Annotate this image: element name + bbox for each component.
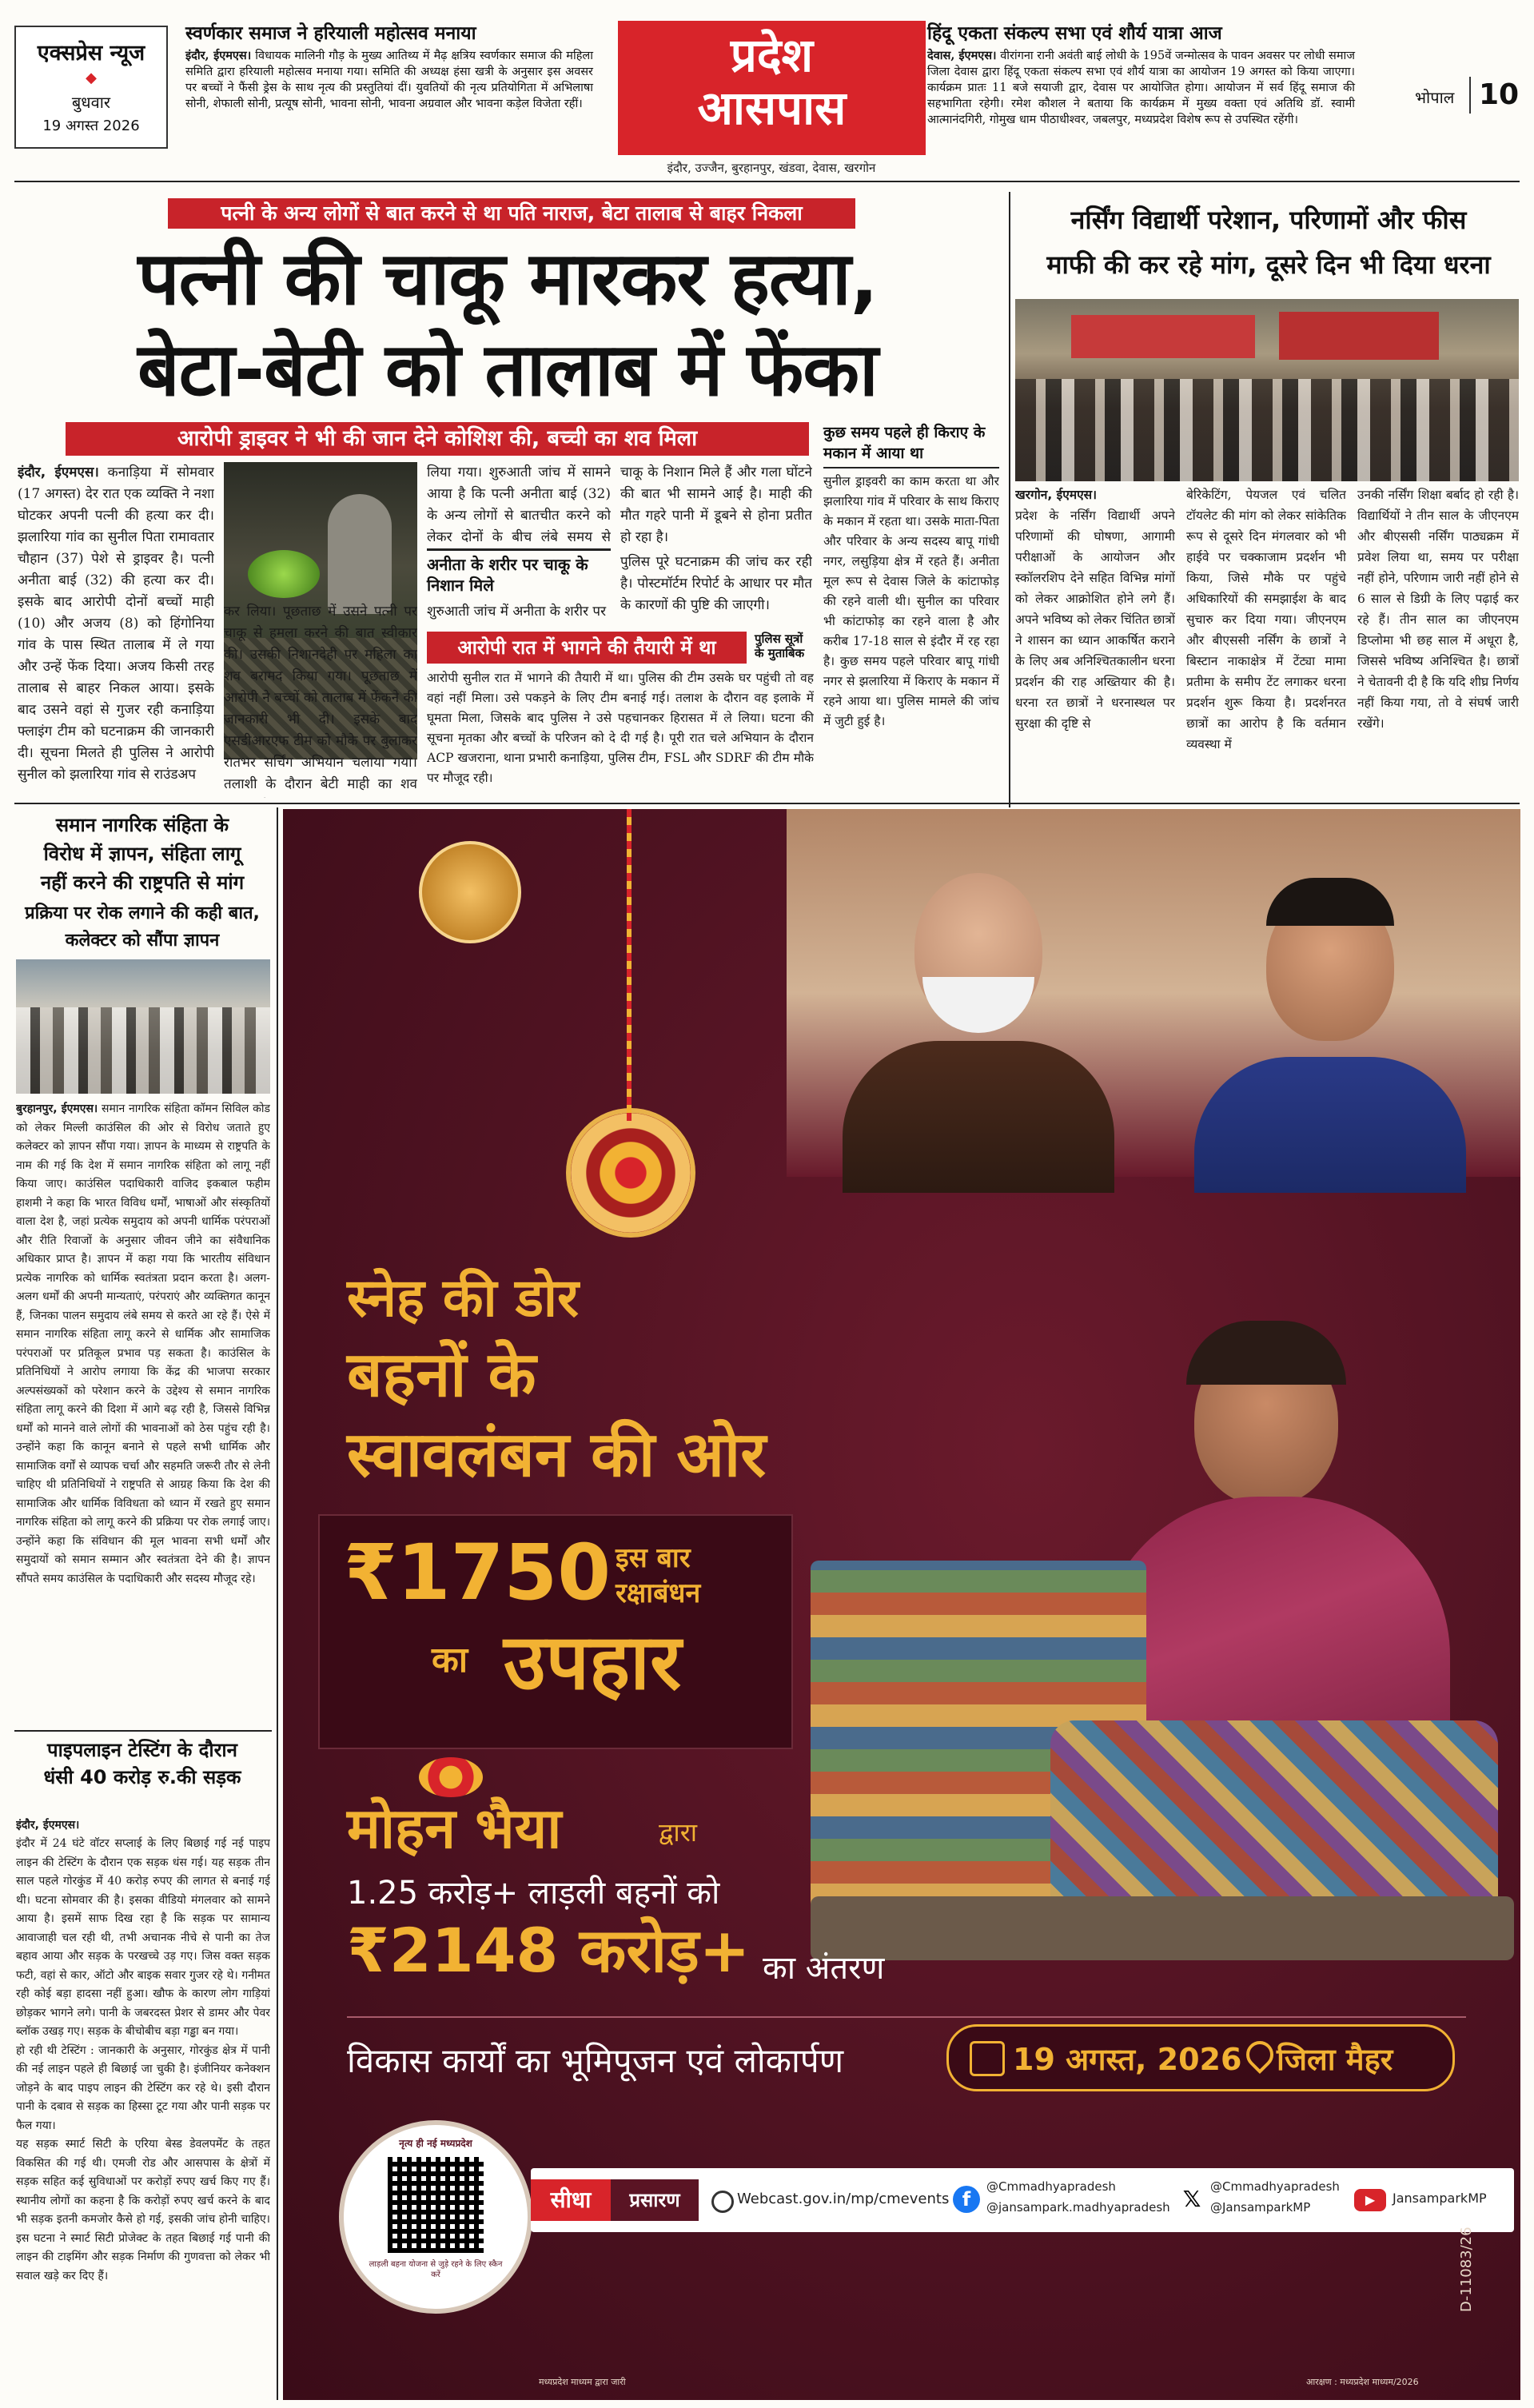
social-strip [531, 2168, 1514, 2232]
lead-kicker: पत्नी के अन्य लोगों से बात करने से था पति नाराज, बेटा तालाब से बाहर निकला [168, 198, 855, 229]
transfer-word: का अंतरण [763, 1950, 885, 1987]
advert [283, 809, 1520, 2400]
ucc-body [16, 1100, 270, 1724]
pipeline-headline-line2: धंसी 40 करोड़ रु.की सड़क [43, 1766, 241, 1788]
prasaran-badge: प्रसारण [611, 2179, 699, 2221]
lead-bar-title: आरोपी रात में भागने की तैयारी में था [427, 632, 747, 664]
lead-box-title: अनीता के शरीर पर चाकू के निशान मिले [427, 548, 611, 596]
rakhi-icon [571, 1113, 691, 1233]
qr-badge [339, 2120, 532, 2314]
ucc-bottom-rule [14, 1730, 272, 1732]
nursing-col1-text: प्रदेश के नर्सिंग विद्यार्थी अपने परिणामों की घोषणा, आगामी परीक्षाओं के आयोजन और स्कॉलरशिप देने सहित विभिन्न मांगों को लेकर आक्रोशित होने लगे हैं। अपने भविष्य को लेकर चिंतित छात्रों ने शासन का ध्यान आकर्षित कराने के लिए अब अनिश्चितकालीन धरना प्रदर्शन की राह अख्तियार की है। धरना रत छात्रों ने धरनास्थल पर सुरक्षा की दृष्टि से [1015, 508, 1175, 731]
brief-right-dateline: देवास, ईएमएस। [927, 49, 997, 62]
pipeline-body [16, 1797, 270, 2397]
qr-code-icon [388, 2157, 484, 2253]
ucc-headline-line1: समान नागरिक संहिता के [55, 814, 229, 836]
brief-right-headline: हिंदू एकता संकल्प सभा एवं शौर्य यात्रा आज [927, 23, 1222, 44]
nursing-dateline: खरगोन, ईएमएस। [1015, 488, 1098, 502]
lead-col2b: लिया गया। शुरुआती जांच में सामने आया है कि पत्नी अनीता बाई (32) के अन्य लोगों से बातचीत करने को लेकर दोनों के बीच लंबे समय से [427, 464, 611, 545]
masthead [0, 0, 1534, 184]
webcast-url: Webcast.gov.in/mp/cmevents [737, 2191, 950, 2207]
advert-footer-right: आरक्षण : मध्यप्रदेश माध्यम/2026 [1306, 2377, 1419, 2387]
ucc-photo [16, 959, 270, 1094]
location-pin-icon [1241, 2035, 1279, 2074]
brief-left [185, 19, 593, 112]
lead-col4-text: सुनील ड्राइवरी का काम करता था और झलारिया गांव में परिवार के साथ किराए के मकान में रहता था। उसके माता-पिता और परिवार के अन्य सदस्य बापू गांधी नगर, लसुड़िया क्षेत्र में रहते हैं। अनीता मूल रूप से देवास जिले के कांटाफोड़ की रहने वाली थी। सुनील का परिवार भी कांटाफोड़ का रहने वाला है और करीब 17-18 साल से इंदौर में रह रहा है। कुछ समय पहले परिवार बापू गांधी नगर से झलारिया में किराए के मकान में रहने आया था। पुलिस मामले की जांच में जुटी हुई है। [823, 474, 999, 728]
rakhi-thread [627, 809, 632, 1121]
nursing-col1 [1015, 484, 1175, 798]
masthead-rule [14, 181, 1520, 182]
gift-amount: ₹1750 [344, 1528, 611, 1617]
advert-code: D-11083/26 [1458, 2227, 1475, 2312]
event-date: 19 अगस्त, 2026 [1013, 2042, 1242, 2077]
gift-box [318, 1514, 793, 1749]
lead-headline-line2: बेटा-बेटी को तालाब में फेंका [137, 327, 878, 413]
ucc-dateline: बुरहानपुर, ईएमएस। [16, 1102, 98, 1115]
woman-illustration [811, 1321, 1514, 1960]
transfer-amount: ₹2148 करोड़+ [347, 1915, 751, 1986]
lead-right-rule [1009, 192, 1010, 807]
leader-portrait-2 [1178, 873, 1482, 1193]
pipeline-headline [14, 1736, 270, 1791]
pipeline-dateline: इंदौर, ईएमएस। [16, 1818, 80, 1832]
advert-footer-left: मध्यप्रदेश माध्यम द्वारा जारी [539, 2377, 626, 2387]
pipeline-headline-line1: पाइपलाइन टेस्टिंग के दौरान [47, 1739, 237, 1761]
lead-dateline: इंदौर, ईएमएस। [18, 464, 99, 480]
x-handle-1: @Cmmadhyapradesh [1210, 2179, 1340, 2194]
ucc-body-text: समान नागरिक संहिता कॉमन सिविल कोड को लेकर मिल्ली काउंसिल की ओर से विरोध जताते हुए कलेक्टर को ज्ञापन सौंपा गया। ज्ञापन के माध्यम से राष्ट्रपति के नाम की गई कि देश में समान नागरिक संहिता को लागू नहीं किया जाए। काउंसिल पदाधिकारी वाजिद इकबाल फहीम हाशमी ने कहा कि भारत विविध धर्मों, भाषाओं और संस्कृतियों वाला देश है, जहां प्रत्येक समुदाय को अपनी धार्मिक परंपराओं और रीति रिवाजों के अनुसार जीवन जीने का संवैधानिक अधिकार प्राप्त है। ज्ञापन में कहा गया कि भारतीय संविधान प्रत्येक नागरिक को धार्मिक स्वतंत्रता प्रदान करता है। अलग-अलग धर्मों की अपनी मान्यताएं, परंपराएं और व्यक्तिगत कानून हैं, जिनका पालन समुदाय लंबे समय से करते आ रहे हैं। ऐसे में समान नागरिक संहिता लागू करने से धार्मिक और सामाजिक परंपराओं पर प्रतिकूल प्रभाव पड़ सकता है। काउंसिल के प्रतिनिधियों ने आरोप लगाया कि केंद्र की भाजपा सरकार अल्पसंख्यकों को परेशान करने के उद्देश्य से समान नागरिक संहिता लागू करने की दिशा में आगे बढ़ रही है, जिससे विभिन्न धर्मों को मानने वाले लोगों की भावनाओं को ठेस पहुंच रही है। उन्होंने कहा कि कानून बनाने से पहले सभी धार्मिक और सामाजिक वर्गों से व्यापक चर्चा और सहमति जरूरी तौर से लेनी चाहिए थी प्रतिनिधियों ने राष्ट्रपति से आग्रह किया कि देश की सामाजिक और धार्मिक विविधता को ध्यान में रखते हुए समान नागरिक संहिता को लागू करने की प्रक्रिया पर रोक लगाई जाए। उन्होंने कहा कि संविधान की मूल भावना सभी धर्मों और समुदायों को समान सम्मान और स्वतंत्रता देने की है। ज्ञापन सौंपते समय काउंसिल के पदाधिकारी और सदस्य मौजूद रहे। [16, 1102, 270, 1585]
lead-col3b: पुलिस पूरे घटनाक्रम की जांच कर रही है। पोस्टमॉर्टम रिपोर्ट के आधार पर मौत के कारणों की पुष्टि की जाएगी। [620, 554, 812, 613]
section-title-box [618, 21, 926, 155]
small-rakhi-icon [419, 1757, 483, 1797]
left-column-rule [277, 807, 278, 2400]
advert-line1: स्नेह की डोर [347, 1267, 580, 1329]
sidha-badge: सीधा [531, 2179, 611, 2221]
mp-emblem-icon [419, 841, 521, 943]
ucc-headline-line3: नहीं करने की राष्ट्रपति से मांग [40, 871, 245, 894]
advert-divider [347, 2016, 1466, 2018]
ucc-subhead-line1: प्रक्रिया पर रोक लगाने की कही बात, [25, 903, 260, 923]
facebook-handle-1: @Cmmadhyapradesh [986, 2179, 1116, 2194]
youtube-handle: JansamparkMP [1393, 2191, 1487, 2206]
ucc-subhead-line2: कलेक्टर को सौंपा ज्ञापन [65, 931, 220, 951]
section-title-line2: आसपास [697, 81, 847, 135]
lead-col1-text: कनाड़िया में सोमवार (17 अगस्त) देर रात एक व्यक्ति ने नशा घोटकर अपनी पत्नी की हत्या कर दी। झलारिया गांव का सुनील पिता रामावतार चौहान (37) पेशे से ड्राइवर है। पत्नी अनीता बाई (32) की हत्या कर दी। इसके बाद आरोपी दोनों बच्चों माही (10) और अजय (8) को हिंगोनिया गांव के पास स्थित तालाब में ले गया और उन्हें फेंक दिया। अजय किसी तरह तालाब से बाहर निकल आया। इसके बाद उसने वहां से गुजर रही कनाड़िया फ्लाइंग टीम को घटनाक्रम की जानकारी दी। सूचना मिलते ही पुलिस ने आरोपी सुनील को झलारिया गांव से राउंडअप [18, 464, 214, 783]
gift-ka: का [432, 1640, 468, 1680]
youtube-icon: ▶ [1354, 2189, 1386, 2211]
lead-col4-title: कुछ समय पहले ही किराए के मकान में आया था [823, 424, 986, 462]
mohan-text: मोहन भैया [347, 1796, 562, 1861]
lead-bar-side: पुलिस सूत्रों के मुताबिक [755, 632, 805, 660]
issue-date: 19 अगस्त 2026 [42, 118, 140, 134]
diamond-icon: ◆ [86, 70, 97, 86]
page-number: 10 [1479, 78, 1520, 111]
issue-day: बुधवार [71, 93, 111, 112]
nursing-col2: बेरिकेटिंग, पेयजल एवं चलित टॉयलेट की मांग को लेकर सांकेतिक रूप से दूसरे दिन मंगलवार को भी हाईवे पर चक्काजाम प्रदर्शन भी किया, जिसे मौके पर पहुंचे अधिकारियों की समझाईश के बाद सुचारु कर दिया गया। जीएनएम और बीएससी नर्सिंग के छात्रों ने बिस्टान नाकाक्षेत्र में टेंट्या मामा प्रतीमा के समीप टेंट लगाकर धरना प्रदर्शन शुरू किया है। प्रदर्शनरत छात्रों का आरोप है कि वर्तमान व्यवस्था में [1186, 488, 1346, 752]
facebook-icon: f [953, 2186, 980, 2213]
lead-headline-line1: पत्नी की चाकू मारकर हत्या, [137, 236, 878, 321]
ucc-headline-line2: विरोध में ज्ञापन, संहिता लागू [43, 843, 241, 865]
lead-col3a: चाकू के निशान मिले हैं और गला घोंटने की बात भी सामने आई है। माही की मौत गहरे पानी में डूबने से होना प्रतीत हो रहा है। [620, 464, 812, 545]
paper-name: एक्सप्रेस न्यूज [37, 41, 145, 66]
edition-name: भोपाल [1415, 88, 1455, 107]
gift-word: उपहार [504, 1617, 682, 1707]
ladli-text: 1.25 करोड़+ लाड़ली बहनों को [347, 1875, 720, 1912]
section-cities: इंदौर, उज्जैन, बुरहानपुर, खंडवा, देवास, खरगोन [667, 161, 876, 175]
brief-left-body: विधायक मालिनी गौड़ के मुख्य आतिथ्य में मैढ़ क्षत्रिय स्वर्णकार समाज की महिला समिति द्वारा हरियाली महोत्सव मनाया गया। समिति की अध्यक्ष हंसा खत्री के अनुसार इस अवसर पर बच्चों ने फैंसी ड्रेस के साथ नृत्य की प्रस्तुतियां दीं। युवतियों की नृत्य प्रतियोगिता में अभिलाषा सोनी, शेफाली सोनी, प्रत्यूष सोनी, भावना सोनी, भावना अग्रवाल और भावना कड़ेल विजेता रहीं। [185, 50, 594, 110]
vikas-text: विकास कार्यों का भूमिपूजन एवं लोकार्पण [347, 2041, 844, 2080]
lead-col1 [18, 462, 214, 798]
lead-bottom-rule [14, 803, 1520, 804]
qr-caption-bottom: लाड़ली बहना योजना से जुड़े रहने के लिए स्कैन करें [369, 2260, 503, 2279]
gift-note-line1: इस बार [616, 1542, 691, 1574]
leader-portrait-1 [827, 857, 1130, 1193]
page-divider [1469, 77, 1471, 114]
brief-left-headline: स्वर्णकार समाज ने हरियाली महोत्सव मनाया [185, 23, 476, 44]
lead-col2a: कर लिया। पूछताछ में उसने पत्नी पर चाकू से हमला करने की बात स्वीकार की। उसकी निशानदेही पर महिला का शव बरामद किया गया। पूछताछ में आरोपी ने बच्चों को तालाब में फेंकने की जानकारी भी दी। इसके बाद एसडीआरएफ टीम को मौके पर बुलाकर रातभर सर्चिंग अभियान चलाया गया। तलाशी के दौरान बेटी माही का शव [224, 604, 417, 792]
protest-photo [1015, 299, 1519, 481]
gift-note-line2: रक्षाबंधन [616, 1577, 701, 1609]
lead-col2c: शुरुआती जांच में अनीता के शरीर पर [427, 604, 607, 620]
event-place: जिला मैहर [1277, 2042, 1393, 2077]
facebook-handle-2: @jansampark.madhyapradesh [986, 2200, 1170, 2215]
calendar-icon [970, 2041, 1005, 2076]
col4-rule [823, 467, 999, 468]
brief-right-body: वीरांगना रानी अवंती बाई लोधी के 195वें जन्मोत्सव के पावन अवसर पर लोधी समाज जिला देवास द्वारा हिंदू एकता संकल्प सभा एवं शौर्य यात्रा का आयोजन 19 अगस्त को किया जाएगा। कार्यक्रम प्रातः 11 बजे सयाजी द्वार, देवास पर आयोजित होगा। आयोजन में सर्व हिंदू समाज की सहभागिता रहेगी। रमेश कौशल ने बताया कि कार्यक्रम में मुख्य वक्ता एवं अतिथि डॉ. स्वामी आत्मानंदगिरी, गोमुख धाम पीठाधीश्वर, जबलपुर, मध्यप्रदेश विशेष रूप से उपस्थित रहेंगी। [927, 50, 1356, 126]
lead-subhead: आरोपी ड्राइवर ने भी की जान देने कोशिश की, बच्ची का शव मिला [66, 422, 809, 456]
dwara-text: द्वारा [659, 1817, 698, 1848]
brief-right [927, 19, 1355, 128]
brief-left-dateline: इंदौर, ईएमएस। [185, 49, 252, 62]
advert-line2: बहनों के [347, 1339, 536, 1411]
section-title-line1: प्रदेश [730, 28, 814, 82]
paper-name-box [14, 26, 168, 149]
nursing-col3: उनकी नर्सिंग शिक्षा बर्बाद हो रही है। विद्यार्थियों ने तीन साल के जीएनएम और बीएससी नर्सिंग पाठ्यक्रम में प्रवेश लिया था, समय पर परीक्षा नहीं होने, परिणाम जारी नहीं होने से 6 साल से डिग्री के लिए पढ़ाई कर रहे हैं। तीन साल का जीएनएम डिप्लोमा भी छह साल में अधूरा है, जिससे भविष्य अनिश्चित है। छात्रों ने चेतावनी दी है कि यदि शीघ्र निर्णय नहीं किया गया, तो वे संघर्ष जारी रखेंगे। [1357, 488, 1519, 731]
x-icon: 𝕏 [1182, 2186, 1201, 2212]
nursing-headline-line2: माफी की कर रहे मांग, दूसरे दिन भी दिया धरना [1046, 249, 1491, 280]
pipeline-body-text: इंदौर में 24 घंटे वॉटर सप्लाई के लिए बिछाई गई नई पाइप लाइन की टेस्टिंग के दौरान एक सड़क धंस गई। यह सड़क तीन साल पहले गोरकुंड में 40 करोड़ रुपए की लागत से बनाई गई थी। घटना सोमवार की है। इसका वीडियो मंगलवार को सामने आया है। इसमें साफ दिख रहा है कि सड़क पर सामान्य आवाजाही चल रही थी, तभी अचानक नीचे से पानी का तेज बहाव आया और सड़क के परखच्चे उड़ गए। जिस वक्त सड़क फटी, वहां से कार, ऑटो और बाइक सवार गुजर रहे थे। गनीमत रही कोई बड़ा हादसा नहीं हुआ। खौफ के कारण लोग गाड़ियां छोड़कर भागने लगे। पानी के जबरदस्त प्रेशर से डामर और पेवर ब्लॉक उखड़ गए। सड़क के बीचोबीच बड़ा गड्ढा बन गया। हो रही थी टेस्टिंग : जानकारी के अनुसार, गोरकुंड क्षेत्र में पानी की नई लाइन पहले ही बिछाई जा चुकी है। इंजीनियर कनेक्शन जोड़ने के बाद पाइप लाइन की टेस्टिंग कर रहे थे। इसी दौरान पानी के दबाव से सड़क का हिस्सा टूट गया और पानी सड़क पर फैल गया। यह सड़क स्मार्ट सिटी के एरिया बेस्ड डेवलपमेंट के तहत विकसित की गई थी। एमजी रोड और आसपास के क्षेत्रों में सड़क सहित कई सुविधाओं पर करोड़ों रुपए खर्च किए गए हैं। स्थानीय लोगों का कहना है कि करोड़ों रुपए खर्च करने के बाद भी सड़क इतनी कमजोर कैसे हो गई, इसकी जांच होनी चाहिए। इस घटना ने स्मार्ट सिटी प्रोजेक्ट के तहत बिछाई गई पानी की लाइन की टाइमिंग और सड़क निर्माण की गुणवत्ता को लेकर भी सवाल खड़े कर दिए हैं। [16, 1837, 270, 2282]
event-box [946, 2024, 1455, 2091]
lead-bar-body: आरोपी सुनील रात में भागने की तैयारी में था। पुलिस की टीम उसके घर पहुंची तो वह वहां नहीं मिला। उसे पकड़ने के लिए टीम बनाई गई। तलाश के दौरान वह इलाके में घूमता मिला, जिसके बाद पुलिस ने उसे पहचानकर हिरासत में ले लिया। घटना की सूचना मृतका और बच्चों के परिजन को दे दी गई है। पूरी रात चले अभियान के दौरान ACP खजराना, थाना प्रभारी कनाड़िया, पुलिस टीम, FSL और SDRF की टीम मौके पर मौजूद रही। [427, 671, 814, 785]
x-handle-2: @JansamparkMP [1210, 2200, 1311, 2215]
webcast-icon [711, 2191, 734, 2213]
ucc-headline [14, 811, 270, 955]
advert-line3: स्वावलंबन की ओर [347, 1419, 767, 1491]
nursing-headline-line1: नर्सिंग विद्यार्थी परेशान, परिणामों और फीस [1070, 205, 1467, 235]
qr-caption-top: नृत्य ही नई मध्यप्रदेश [399, 2138, 472, 2149]
